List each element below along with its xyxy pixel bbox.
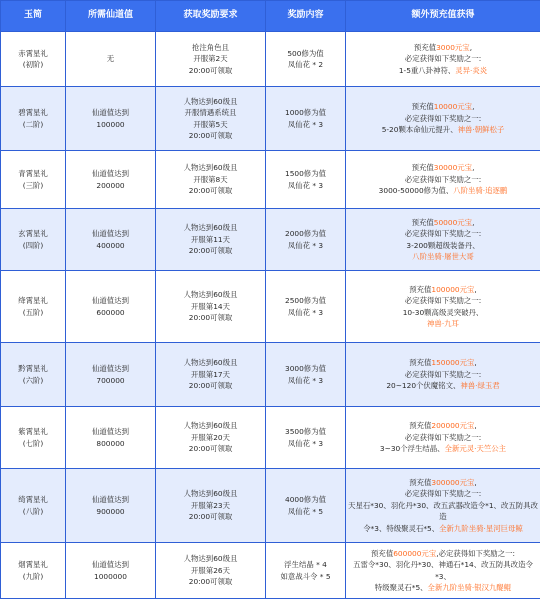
tier-name-line: (九阶) bbox=[3, 571, 63, 583]
extra-text: 五雷令*30、羽化丹*30、神通石*14、改五防具改造令*3、 bbox=[353, 560, 533, 581]
extra-text: 预充值 bbox=[412, 218, 434, 227]
required-value bbox=[66, 32, 156, 87]
extra-text: 预充值 bbox=[414, 43, 436, 52]
header-requirements: 获取奖励要求 bbox=[156, 1, 266, 32]
tier-name bbox=[1, 151, 66, 209]
highlight-text: 八阶坐骑·屠世大哥 bbox=[412, 252, 473, 261]
reward-content-line: 凤仙花 * 3 bbox=[268, 119, 343, 131]
requirement-line: 人物达到60级且 bbox=[158, 289, 263, 301]
tier-name-line: (初阶) bbox=[3, 59, 63, 71]
tier-name-line: (二阶) bbox=[3, 119, 63, 131]
requirement-line: 人物达到60级且 bbox=[158, 96, 263, 108]
required-value-line: 仙道值达到 bbox=[68, 426, 153, 438]
extra-text: 预充值 bbox=[409, 358, 431, 367]
highlight-text: 3000元宝 bbox=[436, 43, 470, 52]
extra-reward-line bbox=[348, 162, 538, 174]
extra-reward-line bbox=[348, 217, 538, 229]
requirement-line: 20:00可领取 bbox=[158, 443, 263, 455]
requirement-line: 开服第17天 bbox=[158, 369, 263, 381]
requirement bbox=[156, 271, 266, 343]
required-value-line: 700000 bbox=[68, 375, 153, 387]
tier-name-line: (七阶) bbox=[3, 438, 63, 450]
reward-content-line: 500修为值 bbox=[268, 48, 343, 60]
header-reward-content: 奖励内容 bbox=[266, 1, 346, 32]
table-header-row bbox=[1, 1, 540, 32]
required-value bbox=[66, 87, 156, 151]
extra-text: 特级聚灵石*5、 bbox=[375, 583, 428, 592]
extra-reward bbox=[346, 87, 540, 151]
reward-content-line: 2000修为值 bbox=[268, 228, 343, 240]
required-value-line: 仙道值达到 bbox=[68, 295, 153, 307]
required-value bbox=[66, 209, 156, 271]
table-row bbox=[1, 271, 540, 343]
extra-text: 5-20颗本命仙元提升、 bbox=[382, 125, 458, 134]
requirement-line: 开服第20天 bbox=[158, 432, 263, 444]
tier-name-line: 烟霄星礼 bbox=[3, 559, 63, 571]
extra-reward-line bbox=[348, 318, 538, 330]
extra-reward-line bbox=[348, 488, 538, 500]
requirement bbox=[156, 343, 266, 407]
extra-text: 预充值 bbox=[409, 478, 431, 487]
extra-reward-line bbox=[348, 500, 538, 523]
extra-text: , bbox=[470, 43, 472, 52]
highlight-text: 全新元灵·天竺公主 bbox=[445, 444, 506, 453]
highlight-text: 600000元宝 bbox=[393, 549, 436, 558]
extra-reward-line bbox=[348, 548, 538, 560]
extra-text: ,必定获得如下奖励之一: bbox=[436, 549, 515, 558]
requirement-line: 开服第14天 bbox=[158, 301, 263, 313]
requirement bbox=[156, 469, 266, 543]
highlight-text: 全新九阶坐骑·星河巨母鲸 bbox=[439, 524, 523, 533]
requirement bbox=[156, 543, 266, 599]
extra-reward-line bbox=[348, 357, 538, 369]
requirement-line: 人物达到60级且 bbox=[158, 553, 263, 565]
required-value-line: 仙道值达到 bbox=[68, 363, 153, 375]
extra-reward-line bbox=[348, 124, 538, 136]
extra-reward bbox=[346, 32, 540, 87]
extra-text: 必定获得如下奖励之一: bbox=[405, 489, 481, 498]
extra-text: 必定获得如下奖励之一: bbox=[405, 229, 481, 238]
extra-reward-line bbox=[348, 185, 538, 197]
extra-reward-line bbox=[348, 477, 538, 489]
extra-text: 3-200颗超级装备丹、 bbox=[406, 241, 479, 250]
required-value-line: 400000 bbox=[68, 240, 153, 252]
required-value bbox=[66, 271, 156, 343]
extra-text: 预充值 bbox=[409, 421, 431, 430]
table-row bbox=[1, 87, 540, 151]
tier-name bbox=[1, 407, 66, 469]
table-row bbox=[1, 407, 540, 469]
reward-content-line: 凤仙花 * 3 bbox=[268, 307, 343, 319]
extra-reward-line bbox=[348, 228, 538, 240]
requirement-line: 人物达到60级且 bbox=[158, 357, 263, 369]
extra-text: 10-30颗高级灵突破丹、 bbox=[403, 308, 484, 317]
requirement-line: 开服第8天 bbox=[158, 174, 263, 186]
extra-text: , bbox=[474, 478, 476, 487]
requirement-line: 开服第11天 bbox=[158, 234, 263, 246]
required-value-line: 仙道值达到 bbox=[68, 494, 153, 506]
reward-content-line: 凤仙花 * 3 bbox=[268, 180, 343, 192]
extra-text: , bbox=[472, 163, 474, 172]
tier-name bbox=[1, 87, 66, 151]
tier-name-line: 绮霄星礼 bbox=[3, 494, 63, 506]
highlight-text: 灵异·炎炎 bbox=[455, 66, 487, 75]
requirement-line: 人物达到60级且 bbox=[158, 420, 263, 432]
extra-text: , bbox=[474, 421, 476, 430]
extra-text: , bbox=[474, 358, 476, 367]
extra-text: 天星石*30、羽化丹*30、改五武器改造令*1、改五防具改造 bbox=[348, 501, 538, 522]
extra-reward-line bbox=[348, 582, 538, 594]
requirement bbox=[156, 407, 266, 469]
extra-reward-line bbox=[348, 369, 538, 381]
extra-text: 1-5重八卦神符、 bbox=[399, 66, 455, 75]
extra-reward bbox=[346, 151, 540, 209]
highlight-text: 神兽·绿玉君 bbox=[460, 381, 499, 390]
highlight-text: 神兽·朝鲜松子 bbox=[458, 125, 505, 134]
extra-reward bbox=[346, 271, 540, 343]
table-body bbox=[1, 32, 540, 599]
requirement-line: 人物达到60级且 bbox=[158, 488, 263, 500]
extra-text: 令*3、特级聚灵石*5、 bbox=[363, 524, 439, 533]
required-value-line: 仙道值达到 bbox=[68, 228, 153, 240]
extra-reward-line bbox=[348, 432, 538, 444]
reward-content bbox=[266, 151, 346, 209]
extra-text: 必定获得如下奖励之一: bbox=[405, 114, 481, 123]
requirement bbox=[156, 87, 266, 151]
reward-content-line: 1500修为值 bbox=[268, 168, 343, 180]
tier-name-line: 黔霄星礼 bbox=[3, 363, 63, 375]
tier-name bbox=[1, 343, 66, 407]
required-value-line: 600000 bbox=[68, 307, 153, 319]
reward-content bbox=[266, 543, 346, 599]
extra-reward-line bbox=[348, 523, 538, 535]
tier-name-line: 玄霄星礼 bbox=[3, 228, 63, 240]
requirement bbox=[156, 151, 266, 209]
tier-name bbox=[1, 271, 66, 343]
requirement bbox=[156, 32, 266, 87]
highlight-text: 神兽·九耳 bbox=[427, 319, 459, 328]
requirement-line: 20:00可领取 bbox=[158, 65, 263, 77]
extra-text: , bbox=[472, 102, 474, 111]
tier-name bbox=[1, 543, 66, 599]
tier-name-line: (三阶) bbox=[3, 180, 63, 192]
reward-content-line: 凤仙花 * 3 bbox=[268, 375, 343, 387]
extra-text: 必定获得如下奖励之一: bbox=[405, 296, 481, 305]
extra-reward-line bbox=[348, 420, 538, 432]
requirement-line: 人物达到60级且 bbox=[158, 162, 263, 174]
tier-name bbox=[1, 32, 66, 87]
highlight-text: 50000元宝 bbox=[434, 218, 472, 227]
extra-reward-line bbox=[348, 113, 538, 125]
requirement-line: 开服第26天 bbox=[158, 565, 263, 577]
reward-content-line: 凤仙花 * 2 bbox=[268, 59, 343, 71]
extra-reward-line bbox=[348, 443, 538, 455]
table-row bbox=[1, 209, 540, 271]
extra-text: 预充值 bbox=[371, 549, 393, 558]
reward-content bbox=[266, 209, 346, 271]
tier-name-line: 紫霄星礼 bbox=[3, 426, 63, 438]
reward-content-line: 3000修为值 bbox=[268, 363, 343, 375]
extra-reward-line bbox=[348, 380, 538, 392]
extra-text: 必定获得如下奖励之一: bbox=[405, 370, 481, 379]
required-value bbox=[66, 151, 156, 209]
extra-text: 必定获得如下奖励之一: bbox=[405, 54, 481, 63]
required-value bbox=[66, 469, 156, 543]
requirement-line: 20:00可领取 bbox=[158, 245, 263, 257]
tier-name-line: 赤霄星礼 bbox=[3, 48, 63, 60]
extra-text: 必定获得如下奖励之一: bbox=[405, 175, 481, 184]
extra-text: 预充值 bbox=[409, 285, 431, 294]
requirement-line: 开服第2天 bbox=[158, 53, 263, 65]
required-value-line: 无 bbox=[68, 53, 153, 65]
reward-content bbox=[266, 87, 346, 151]
extra-reward bbox=[346, 543, 540, 599]
table-row bbox=[1, 151, 540, 209]
extra-text: 20~120个伏魔铭文、 bbox=[386, 381, 460, 390]
requirement bbox=[156, 209, 266, 271]
reward-content bbox=[266, 469, 346, 543]
reward-content-line: 凤仙花 * 5 bbox=[268, 506, 343, 518]
reward-content-line: 如意战斗令 * 5 bbox=[268, 571, 343, 583]
highlight-text: 300000元宝 bbox=[431, 478, 474, 487]
highlight-text: 全新九阶坐骑·银汉九醍鲲 bbox=[428, 583, 512, 592]
tier-name bbox=[1, 469, 66, 543]
extra-text: , bbox=[472, 218, 474, 227]
header-jade-slip: 玉简 bbox=[1, 1, 66, 32]
tier-name-line: 绛霄星礼 bbox=[3, 295, 63, 307]
reward-content bbox=[266, 343, 346, 407]
extra-reward-line bbox=[348, 251, 538, 263]
highlight-text: 200000元宝 bbox=[431, 421, 474, 430]
highlight-text: 150000元宝 bbox=[431, 358, 474, 367]
highlight-text: 30000元宝 bbox=[434, 163, 472, 172]
reward-content-line: 2500修为值 bbox=[268, 295, 343, 307]
highlight-text: 10000元宝 bbox=[434, 102, 472, 111]
extra-reward-line bbox=[348, 101, 538, 113]
table-row bbox=[1, 543, 540, 599]
table-row bbox=[1, 469, 540, 543]
tier-name-line: 青霄星礼 bbox=[3, 168, 63, 180]
extra-reward bbox=[346, 407, 540, 469]
extra-reward-line bbox=[348, 559, 538, 582]
required-value bbox=[66, 343, 156, 407]
reward-content bbox=[266, 271, 346, 343]
extra-reward-line bbox=[348, 42, 538, 54]
requirement-line: 20:00可领取 bbox=[158, 511, 263, 523]
extra-text: 必定获得如下奖励之一: bbox=[405, 433, 481, 442]
extra-reward bbox=[346, 343, 540, 407]
requirement-line: 开服情遇系统且 bbox=[158, 107, 263, 119]
tier-name-line: (六阶) bbox=[3, 375, 63, 387]
requirement-line: 人物达到60级且 bbox=[158, 222, 263, 234]
required-value bbox=[66, 543, 156, 599]
required-value-line: 1000000 bbox=[68, 571, 153, 583]
reward-content-line: 4000修为值 bbox=[268, 494, 343, 506]
extra-reward-line bbox=[348, 307, 538, 319]
requirement-line: 开服第5天 bbox=[158, 119, 263, 131]
extra-reward-line bbox=[348, 295, 538, 307]
requirement-line: 20:00可领取 bbox=[158, 130, 263, 142]
extra-text: 预充值 bbox=[412, 102, 434, 111]
requirement-line: 抢注角色且 bbox=[158, 42, 263, 54]
reward-content bbox=[266, 32, 346, 87]
tier-name-line: (五阶) bbox=[3, 307, 63, 319]
required-value-line: 仙道值达到 bbox=[68, 107, 153, 119]
extra-text: , bbox=[474, 285, 476, 294]
table-row bbox=[1, 343, 540, 407]
extra-reward bbox=[346, 209, 540, 271]
tier-name-line: (四阶) bbox=[3, 240, 63, 252]
highlight-text: 八阶坐骑·追逐鹏 bbox=[453, 186, 507, 195]
extra-reward-line bbox=[348, 240, 538, 252]
required-value-line: 100000 bbox=[68, 119, 153, 131]
table-row bbox=[1, 32, 540, 87]
header-required-value: 所需仙道值 bbox=[66, 1, 156, 32]
extra-reward bbox=[346, 469, 540, 543]
required-value-line: 800000 bbox=[68, 438, 153, 450]
required-value-line: 仙道值达到 bbox=[68, 168, 153, 180]
extra-reward-line bbox=[348, 174, 538, 186]
reward-content-line: 3500修为值 bbox=[268, 426, 343, 438]
tier-name-line: (八阶) bbox=[3, 506, 63, 518]
required-value bbox=[66, 407, 156, 469]
tier-name-line: 碧霄星礼 bbox=[3, 107, 63, 119]
required-value-line: 900000 bbox=[68, 506, 153, 518]
extra-reward-line bbox=[348, 65, 538, 77]
extra-text: 3~30个浮生结晶、 bbox=[380, 444, 445, 453]
highlight-text: 100000元宝 bbox=[431, 285, 474, 294]
reward-content-line: 浮生结晶 * 4 bbox=[268, 559, 343, 571]
reward-content bbox=[266, 407, 346, 469]
requirement-line: 20:00可领取 bbox=[158, 185, 263, 197]
extra-text: 预充值 bbox=[412, 163, 434, 172]
header-extra-precharge: 额外预充值获得 bbox=[346, 1, 540, 32]
tier-name bbox=[1, 209, 66, 271]
reward-content-line: 凤仙花 * 3 bbox=[268, 438, 343, 450]
requirement-line: 20:00可领取 bbox=[158, 380, 263, 392]
required-value-line: 仙道值达到 bbox=[68, 559, 153, 571]
requirement-line: 开服第23天 bbox=[158, 500, 263, 512]
reward-content-line: 1000修为值 bbox=[268, 107, 343, 119]
required-value-line: 200000 bbox=[68, 180, 153, 192]
extra-text: 3000-50000修为值、 bbox=[379, 186, 454, 195]
requirement-line: 20:00可领取 bbox=[158, 576, 263, 588]
reward-content-line: 凤仙花 * 3 bbox=[268, 240, 343, 252]
extra-reward-line bbox=[348, 53, 538, 65]
requirement-line: 20:00可领取 bbox=[158, 312, 263, 324]
extra-reward-line bbox=[348, 284, 538, 296]
